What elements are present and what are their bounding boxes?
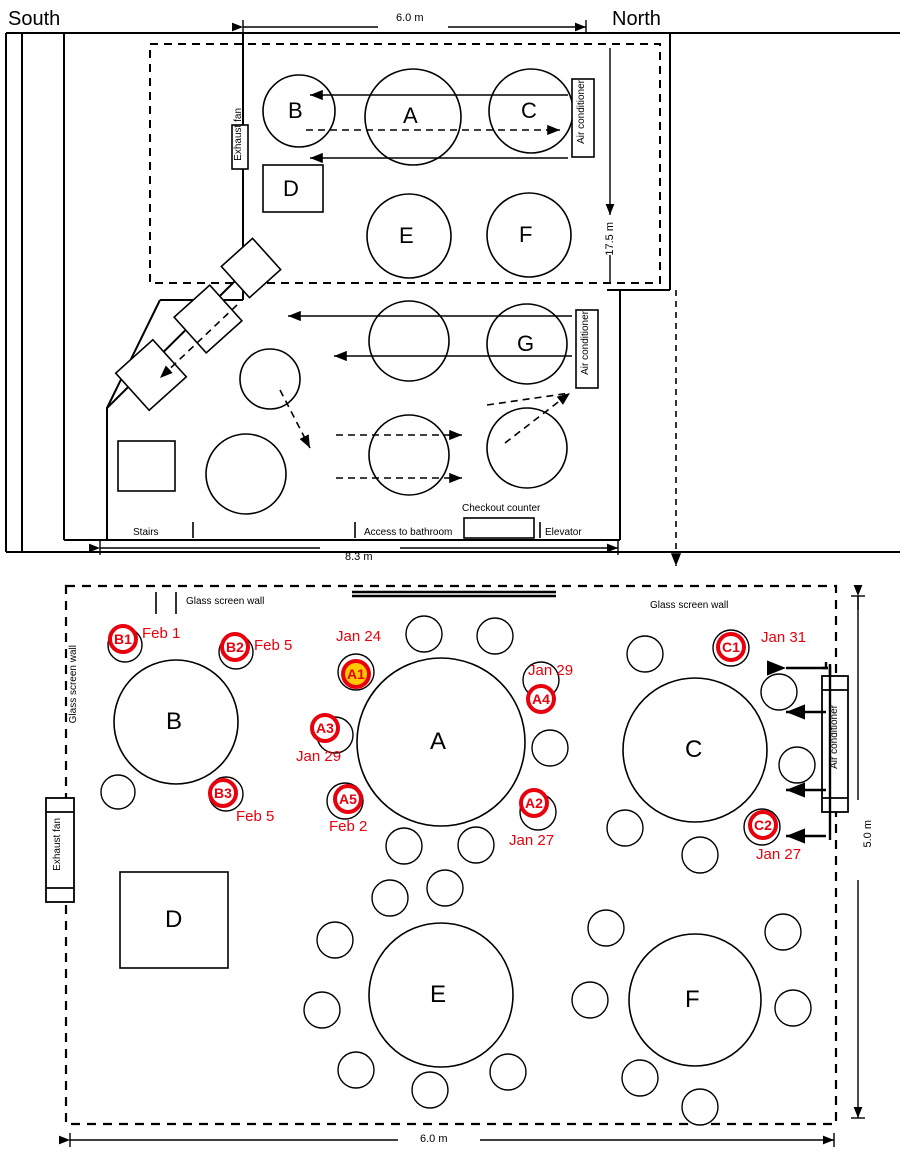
lower-dimension-bottom: 6.0 m: [420, 1133, 448, 1145]
lower-exhaust-fan-label: Exhaust fan: [52, 818, 63, 871]
case-date-b3: Feb 5: [236, 808, 275, 825]
case-date-c1: Jan 31: [761, 629, 807, 646]
case-marker-c2[interactable]: C2: [748, 810, 778, 840]
case-date-a4: Jan 29: [528, 662, 574, 679]
case-date-c2: Jan 27: [756, 846, 802, 863]
lower-air-conditioner-label: Air conditioner: [829, 705, 840, 769]
upper-air-conditioner-top-label: Air conditioner: [576, 80, 587, 144]
case-marker-c1[interactable]: C1: [716, 632, 746, 662]
lower-table-a: A: [430, 728, 447, 755]
lower-table-d: D: [165, 906, 183, 933]
case-date-a2: Jan 27: [509, 832, 555, 849]
upper-table-e: E: [399, 223, 414, 248]
case-date-a3: Jan 29: [296, 748, 342, 765]
case-marker-b1[interactable]: B1: [108, 624, 138, 654]
upper-elevator-label: Elevator: [545, 527, 582, 538]
lower-dimension-right: 5.0 m: [862, 820, 874, 848]
upper-stairs-label: Stairs: [133, 527, 159, 538]
case-marker-a3[interactable]: A3: [310, 713, 340, 743]
lower-glass-screen-wall-left-label: Glass screen wall: [68, 645, 79, 724]
case-marker-a1[interactable]: A1: [341, 659, 371, 689]
case-marker-b2[interactable]: B2: [220, 632, 250, 662]
upper-exhaust-fan-label: Exhaust fan: [233, 108, 244, 161]
upper-dimension-right: 17.5 m: [604, 222, 616, 256]
upper-dimension-top: 6.0 m: [396, 12, 424, 24]
lower-table-b: B: [166, 708, 183, 735]
case-date-a1: Jan 24: [336, 628, 382, 645]
lower-glass-screen-wall-top-right-label: Glass screen wall: [650, 600, 729, 611]
lower-table-f: F: [685, 986, 700, 1013]
upper-checkout-counter-label: Checkout counter: [462, 503, 541, 514]
upper-bathroom-label: Access to bathroom: [364, 527, 453, 538]
upper-dimension-bottom: 8.3 m: [345, 551, 373, 563]
lower-table-e: E: [430, 981, 447, 1008]
case-marker-a4[interactable]: A4: [526, 684, 556, 714]
upper-air-conditioner-bottom-label: Air conditioner: [580, 311, 591, 375]
lower-table-c: C: [685, 736, 703, 763]
compass-label-south: South: [8, 8, 61, 30]
lower-glass-screen-wall-top-left-label: Glass screen wall: [186, 596, 265, 607]
upper-table-d: D: [283, 176, 299, 201]
case-marker-a2[interactable]: A2: [519, 788, 549, 818]
case-marker-a5[interactable]: A5: [333, 784, 363, 814]
upper-table-c: C: [521, 98, 537, 123]
case-date-b2: Feb 5: [254, 637, 293, 654]
upper-table-f: F: [519, 222, 533, 247]
compass-label-north: North: [612, 8, 661, 30]
case-marker-b3[interactable]: B3: [208, 778, 238, 808]
case-date-b1: Feb 1: [142, 625, 181, 642]
upper-table-a: A: [403, 103, 418, 128]
upper-table-b: B: [288, 98, 303, 123]
case-date-a5: Feb 2: [329, 818, 368, 835]
upper-table-g: G: [517, 331, 535, 356]
